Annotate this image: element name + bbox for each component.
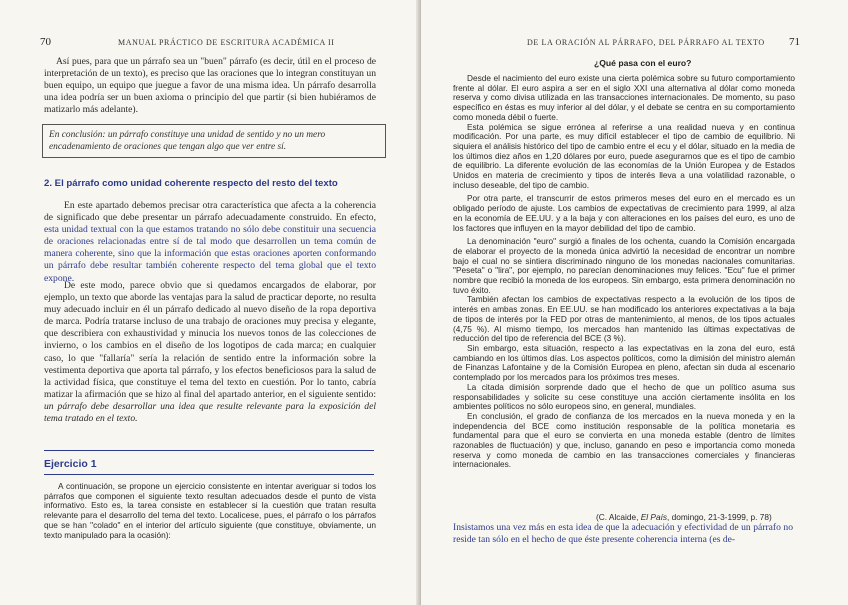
article-title: ¿Qué pasa con el euro? [594,58,692,68]
right-running-head: DE LA ORACIÓN AL PÁRRAFO, DEL PÁRRAFO AL TEXTO [527,38,765,47]
exercise-rule-top [44,450,374,451]
left-page-number: 70 [40,36,51,48]
exercise-title: Ejercicio 1 [44,458,97,470]
section-paragraph-1 [44,200,376,285]
article-paragraph: También afectan los cambios de expectativas respecto a la evolución de los tipos de interés en ambas zonas. En EE.UU. se han modificado los anteriores expectativas a la baja de tipos de interés por la FED por otras de mantenimiento, al menos, de los tipos actuales (4,75 %). Al mismo tiempo, los mercados han mantenido las últimas expectativas de reducción del tipo de referencia del BCE (3 %). [453,294,795,344]
conclusion-box: En conclusión: un párrafo constituye una unidad de sentido y no un mero encadenamiento de oraciones que tengan algo que ver entre sí. [42,124,386,158]
article-paragraph: Desde el nacimiento del euro existe una cierta polémica sobre su futuro comportamiento frente al dólar. El euro aspira a ser en el siglo XXI una alternativa al dólar como moneda reserva y como divisa utilizada en las transacciones internacionales. De momento, su paso específico en éstas es muy inferior al del dólar, y el debate se centra en su comportamiento como moneda débil o fuerte. [453,73,795,122]
section-paragraph-1-text: En este apartado debemos precisar otra característica que afecta a la coherencia de significado que debe presentar un párrafo adecuadamente construido. En efecto, [44,200,376,224]
section-paragraph-2 [44,280,376,425]
section-heading: 2. El párrafo como unidad coherente respecto del resto del texto [44,178,338,189]
article-paragraph: La citada dimisión sorprende dado que el hecho de que un político asuma sus responsabilidades y solicite su cese constituye una acción ciertamente insólita en los ambientes políticos no sólo europeos sino, en general, mundiales. [453,381,795,412]
article-paragraph: Esta polémica se sigue errónea al referirse a una realidad nueva y en continua modificación. Por una parte, es muy difícil establecer el tipo de cambio de equilibrio. Ni siquiera el análisis histórico del tipo de cambio entre el ecu y el dólar, situado en la media de los últimos diez años en 1,20 dólares por euro, puede asegurarnos que es el tipo de cambio de equilibrio. La diferente evolución de las economías de la Unión Europea y de Estados Unidos en materia de crecimiento y tipos de interés lleva a una volatilidad razonable, o incluso deseable, del tipo de cambio. [453,121,795,190]
right-page-number: 71 [789,36,800,48]
exercise-instructions: A continuación, se propone un ejercicio consistente en intentar averiguar si todos los párrafos que componen el siguiente texto resultan adecuados desde el punto de vista informativo. Esto es, la tarea consiste en establecer si la cuestión que tratan resulta relevante para el desarrollo del tema del texto. Localicese, pues, el párrafo o los párrafos que se han "colado" en el interior del artículo siguiente (que constituye, obviamente, un texto manipulado para la ocasión): [44,481,376,540]
article-paragraph: La denominación "euro" surgió a finales de los ochenta, cuando la Comisión encargada de elaborar el proyecto de la moneda única advirtió la necesidad de encontrar un nombre bajo el cual no se sintiera discriminado ninguno de los monedas nacionales comunitarias. "Peseta" o "lira", por ejemplo, no parecían denominaciones muy felices. "Ecu" fue el primer nombre que recibió la moneda de los europeos. Sin embargo, esta primera denominación no tuvo éxito. [453,236,795,295]
citation-source: El País [640,512,668,522]
exercise-rule-bottom [44,474,374,475]
article-paragraph: Sin embargo, esta situación, respecto a las expectativas en la zona del euro, está cambiando en los últimos días. Los aspectos políticos, como la dimisión del ministro alemán de Finanzas Lafontaine y de la Comisión Europea en pleno, afectan sin duda al escenario contemplado por los mercados para los próximos tres meses. [453,342,795,383]
left-running-head: MANUAL PRÁCTICO DE ESCRITURA ACADÉMICA II [118,38,335,47]
section-paragraph-2-italic: un párrafo debe desarrollar una idea que resulte relevante para la exposición del tema tratado en el texto. [44,400,376,425]
section-paragraph-2-text: De este modo, parece obvio que si quedamos encargados de elaborar, por ejemplo, un texto que aborde las ventajas para la salud de practicar deporte, no resulta muy adecuado incluir en él un párrafo dedicado al nuevo diseño de la ropa deportiva de marca. Podría tratarse incluso de una trabajo de oraciones muy precisa y elegante, que describiera con exhaustividad y minucia los nuevos tonos de las colecciones de invierno, o los cambios en el diseño de los logotipos de cada marca; en cualquier caso, lo que "fallaría" sería la relación de sentido entre la información sobre la vestimenta deportiva que aporta tal párrafo, y los efectos beneficiosos para la salud de la actividad física, que constituye el tema del texto en cuestión. Por lo tanto, cabría matizar la afirmación que se hizo al final del apartado anterior, en el siguiente sentido: [44,280,376,400]
article-paragraph: Por otra parte, el transcurrir de estos primeros meses del euro en el mercado es un obligado período de ajuste. Los cambios de expectativas de crecimiento para 1999, al alza en la economía de EE.UU. y a la baja y con alteraciones en los países del euro, es uno de los factores que influyen en la mayor debilidad del tipo de cambio. [453,193,795,233]
citation-prefix: (C. Alcaide, [596,512,641,522]
intro-paragraph: Así pues, para que un párrafo sea un "buen" párrafo (es decir, útil en el proceso de interpretación de un texto), es preciso que las oraciones que lo integran constituyan un buen equipo, un equipo que juegue a favor de una misma idea. Un párrafo desarrolla una idea podría ser un buen axioma o principio del que partir (si bien hubiéramos de matizarlo más adelante). [44,56,376,116]
article-body [453,74,795,470]
bottom-paragraph: Insistamos una vez más en esta idea de que la adecuación y efectividad de un párrafo no reside tan sólo en el hecho de que éste presente coherencia interna (es de- [453,522,793,545]
article-paragraph: En conclusión, el grado de confianza de los mercados en la nueva moneda y en la independencia del BCE como institución responsable de la política monetaria es fundamental para que el euro se convierta en una moneda estable (dentro de límites razonables de fluctuación) y que, incluso, ganando en peso e importancia como moneda reserva y como moneda de cambio en las transacciones comerciales y financieras internacionales. [453,410,795,470]
citation-suffix: , domingo, 21-3-1999, p. 78) [667,512,772,522]
article-citation [596,512,772,522]
left-page [0,0,421,605]
section-paragraph-1-highlight: esta unidad textual con la que estamos tratando no sólo debe constituir una secuencia de oraciones relacionadas entre sí de tal modo que desarrollen un tema común de manera coherente, sino que la información que estas oraciones aporten conformando un párrafo debe resultar también coherente respecto del tema global que el texto expone. [44,224,376,284]
